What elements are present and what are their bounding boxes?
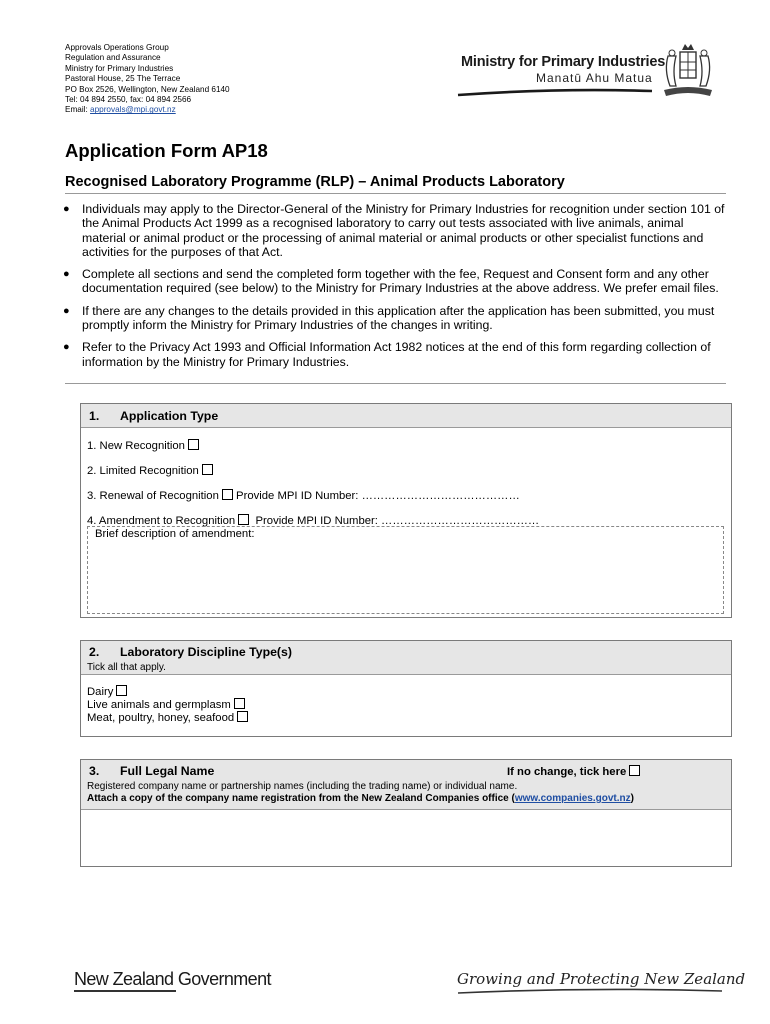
option-meat-poultry: Meat, poultry, honey, seafood [87, 711, 248, 724]
mpi-logo-swoosh-icon [456, 86, 656, 98]
section-discipline-type [80, 640, 732, 737]
section-number: 2. [89, 645, 100, 659]
section-hint: Registered company name or partnership names (including the trading name) or individual name. [87, 781, 518, 792]
instruction-item: ● Complete all sections and send the completed form together with the fee, Request and Consent form and any other documentation required (see below) to the Ministry for Primary Industries at the above address. We prefer email files. [63, 267, 719, 296]
option-amendment-recognition: 4. Amendment to Recognition Provide MPI ID Number: …………………………………… [87, 515, 540, 527]
instruction-item: ● Refer to the Privacy Act 1993 and Official Information Act 1982 notices at the end of this form regarding collection of information by the Ministry for Primary Industries. [63, 340, 711, 369]
section-header [81, 641, 731, 675]
checkbox[interactable] [116, 685, 127, 696]
section-hint: Tick all that apply. [87, 662, 166, 673]
section-header [81, 404, 731, 428]
section-header [81, 760, 731, 810]
bullet-icon: ● [63, 203, 70, 215]
checkbox[interactable] [222, 489, 233, 500]
section-application-type [80, 403, 732, 618]
checkbox[interactable] [237, 711, 248, 722]
checkbox[interactable] [202, 464, 213, 475]
nz-coat-of-arms-icon [660, 42, 716, 100]
checkbox[interactable] [238, 514, 249, 525]
footer-tagline: Growing and Protecting New Zealand [457, 970, 746, 988]
bullets-rule [65, 383, 726, 384]
amendment-description-field[interactable] [87, 526, 724, 614]
tagline-swoosh-icon [456, 986, 726, 996]
email-label: Email: [65, 105, 91, 115]
address-line: PO Box 2526, Wellington, New Zealand 6140 [65, 84, 230, 94]
companies-link[interactable]: www.companies.govt.nz [514, 793, 631, 804]
mpi-id-field[interactable]: Provide MPI ID Number: …………………………………… [255, 515, 540, 527]
page-title: Application Form AP18 [65, 140, 268, 161]
legal-name-field[interactable] [81, 810, 731, 866]
option-live-animals: Live animals and germplasm [87, 698, 245, 711]
section-title: Application Type [120, 409, 219, 423]
checkbox[interactable] [234, 698, 245, 709]
amendment-label: Brief description of amendment: [95, 528, 255, 540]
email-link[interactable]: approvals@mpi.govt.nz [90, 105, 176, 115]
option-renewal-recognition: 3. Renewal of Recognition Provide MPI ID Number: …………………………………… [87, 490, 520, 502]
address-line: Approvals Operations Group [65, 43, 169, 52]
address-line: Pastoral House, 25 The Terrace [65, 74, 181, 84]
nz-government-logo: New Zealand Government [74, 969, 271, 989]
mpi-logo-name: Ministry for Primary Industries [461, 54, 666, 70]
bullet-icon: ● [63, 268, 70, 281]
section-title: Laboratory Discipline Type(s) [120, 645, 292, 659]
subtitle-rule [65, 193, 726, 194]
address-line: Tel: 04 894 2550, fax: 04 894 2566 [65, 95, 192, 105]
mpi-id-field[interactable]: Provide MPI ID Number: …………………………………… [236, 490, 520, 502]
section-title: Full Legal Name [120, 764, 215, 778]
page-subtitle: Recognised Laboratory Programme (RLP) – Animal Products Laboratory [65, 174, 565, 190]
header-address [65, 43, 230, 116]
checkbox[interactable] [188, 439, 199, 450]
option-dairy: Dairy [87, 685, 127, 698]
bullet-icon: ● [63, 341, 70, 354]
mpi-logo-maori: Manatū Ahu Matua [536, 71, 653, 85]
bullet-icon: ● [63, 304, 70, 317]
email-line [65, 105, 230, 115]
section-number: 1. [89, 409, 100, 423]
address-line: Ministry for Primary Industries [65, 63, 174, 73]
nz-government-underline [74, 990, 176, 992]
instruction-item: ● Individuals may apply to the Director-General of the Ministry for Primary Industries for recognition under section 101 of the Animal Products Act 1999 as a recognised laboratory to carry out tests associated with live animals, animal material or animal product or the processing of animal material or animal products or other specialist functions and activities for the purposes of that Act. [63, 202, 725, 259]
no-change-option: If no change, tick here [507, 765, 640, 778]
attach-note: Attach a copy of the company name registration from the New Zealand Companies office (www.companies.govt.nz) [87, 793, 634, 804]
option-new-recognition: 1. New Recognition [87, 439, 199, 452]
instructions-list [62, 202, 730, 377]
option-limited-recognition: 2. Limited Recognition [87, 464, 213, 477]
checkbox[interactable] [629, 765, 640, 776]
instruction-item: ● If there are any changes to the details provided in this application after the application has been submitted, you must promptly inform the Ministry for Primary Industries of the changes in writing. [63, 303, 715, 333]
section-full-legal-name [80, 759, 732, 867]
address-line: Regulation and Assurance [65, 53, 161, 63]
section-number: 3. [89, 764, 100, 778]
